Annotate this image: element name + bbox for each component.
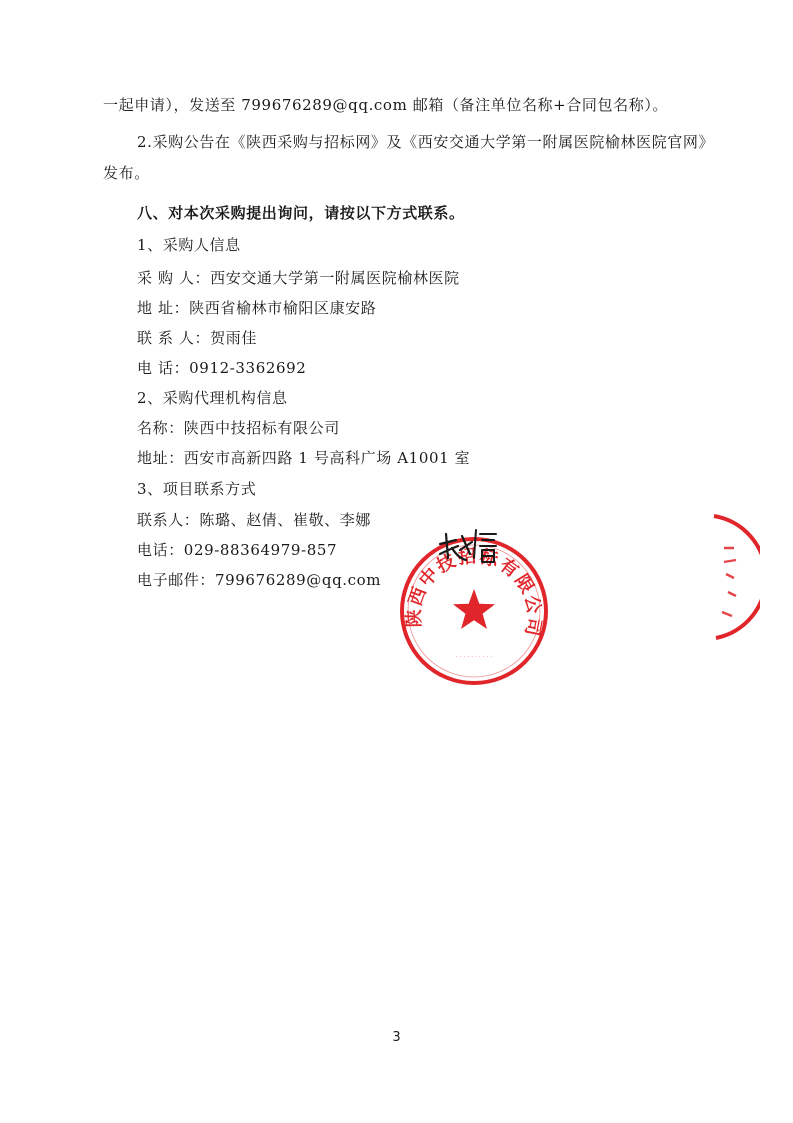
purchaser-address: 地 址：陕西省榆林市榆阳区康安路 <box>137 299 377 317</box>
subheading-project-contact: 3、项目联系方式 <box>137 480 257 498</box>
text-line-announcement: 2.采购公告在《陕西采购与招标网》及《西安交通大学第一附属医院榆林医院官网》 <box>137 133 715 151</box>
agency-name: 名称：陕西中技招标有限公司 <box>137 419 340 437</box>
seal-star-icon <box>453 589 495 629</box>
text-line-published: 发布。 <box>103 164 150 182</box>
section-heading-inquiry: 八、对本次采购提出询问，请按以下方式联系。 <box>137 204 465 222</box>
partial-seal-edge <box>700 512 760 642</box>
purchaser-name: 采 购 人：西安交通大学第一附属医院榆林医院 <box>137 269 460 287</box>
project-contact-persons: 联系人：陈璐、赵倩、崔敬、李娜 <box>137 511 372 529</box>
project-contact-email: 电子邮件：799676289@qq.com <box>137 571 382 589</box>
purchaser-phone: 电 话：0912-3362692 <box>137 359 307 377</box>
seal-text: 陕西中技招标有限公司 <box>403 545 545 640</box>
subheading-purchaser-info: 1、采购人信息 <box>137 236 241 254</box>
agency-address: 地址：西安市高新四路 1 号高科广场 A1001 室 <box>137 449 471 467</box>
page-number: 3 <box>392 1030 401 1045</box>
handwritten-signature <box>436 524 502 566</box>
seal-serial-mark: · · · · · · · · · · <box>455 654 493 661</box>
purchaser-contact: 联 系 人：贺雨佳 <box>137 329 257 347</box>
text-line-application-email: 一起申请），发送至 799676289@qq.com 邮箱（备注单位名称+合同包名称）。 <box>103 96 669 114</box>
project-contact-phone: 电话：029-88364979-857 <box>137 541 338 559</box>
subheading-agency-info: 2、采购代理机构信息 <box>137 389 288 407</box>
